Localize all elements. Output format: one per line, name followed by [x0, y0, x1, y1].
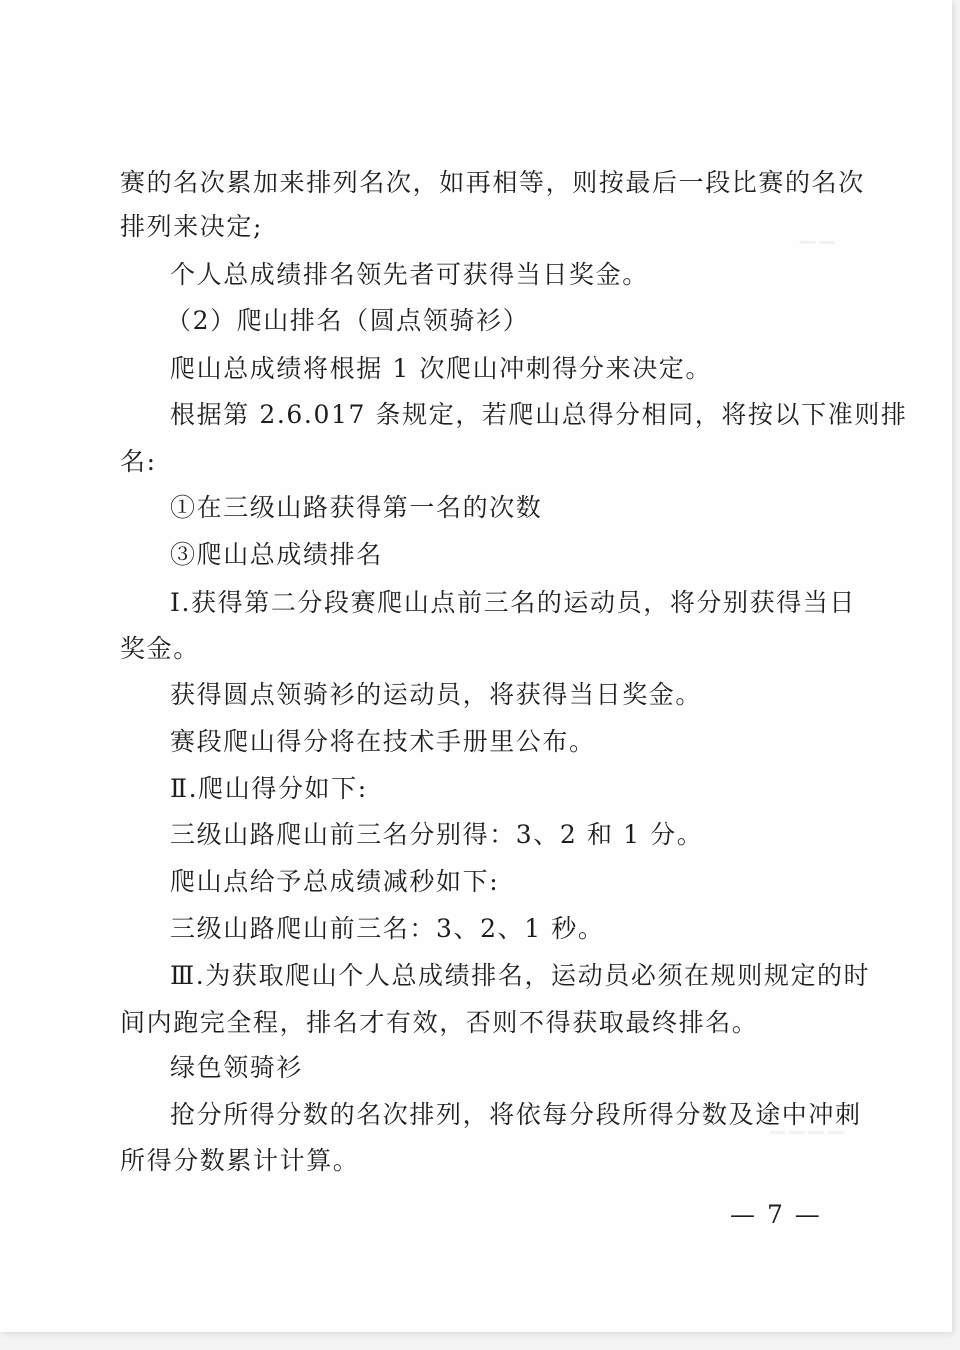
- text-line-11: 奖金。: [120, 634, 200, 663]
- clause-2: Ⅱ.爬山得分如下:: [170, 774, 368, 803]
- clause-3: Ⅲ.为获取爬山个人总成绩排名，运动员必须在规则规定的时: [170, 961, 871, 990]
- section-heading-green-jersey: 绿色领骑衫: [170, 1053, 304, 1082]
- criterion-3: ③爬山总成绩排名: [170, 540, 383, 569]
- text-line-5: 爬山总成绩将根据 1 次爬山冲刺得分来决定。: [170, 354, 713, 383]
- text-line-3: 个人总成绩排名领先者可获得当日奖金。: [170, 260, 649, 289]
- text-line-13: 赛段爬山得分将在技术手册里公布。: [170, 727, 596, 756]
- text-line-19: 间内跑完全程，排名才有效，否则不得获取最终排名。: [120, 1008, 759, 1037]
- text-line-7: 名:: [120, 447, 157, 476]
- criterion-1: ①在三级山路获得第一名的次数: [170, 493, 543, 522]
- page-number: — 7 —: [730, 1200, 822, 1229]
- text-line-17: 三级山路爬山前三名：3、2、1 秒。: [170, 914, 605, 943]
- text-line-1: 赛的名次累加来排列名次，如再相等，则按最后一段比赛的名次: [120, 168, 865, 197]
- text-line-15: 三级山路爬山前三名分别得：3、2 和 1 分。: [170, 820, 704, 849]
- clause-1: Ⅰ.获得第二分段赛爬山点前三名的运动员，将分别获得当日: [170, 588, 857, 617]
- section-heading-climb-ranking: （2）爬山排名（圆点领骑衫）: [166, 306, 530, 335]
- text-line-22: 所得分数累计计算。: [120, 1146, 360, 1175]
- text-line-12: 获得圆点领骑衫的运动员，将获得当日奖金。: [170, 680, 703, 709]
- text-line-6: 根据第 2.6.017 条规定，若爬山总得分相同，将按以下准则排: [170, 400, 908, 429]
- bleed-through-shadow: [800, 220, 839, 244]
- text-line-21: 抢分所得分数的名次排列，将依每分段所得分数及途中冲刺: [170, 1100, 862, 1129]
- text-line-2: 排列来决定;: [120, 212, 264, 241]
- text-line-16: 爬山点给予总成绩减秒如下:: [170, 867, 500, 896]
